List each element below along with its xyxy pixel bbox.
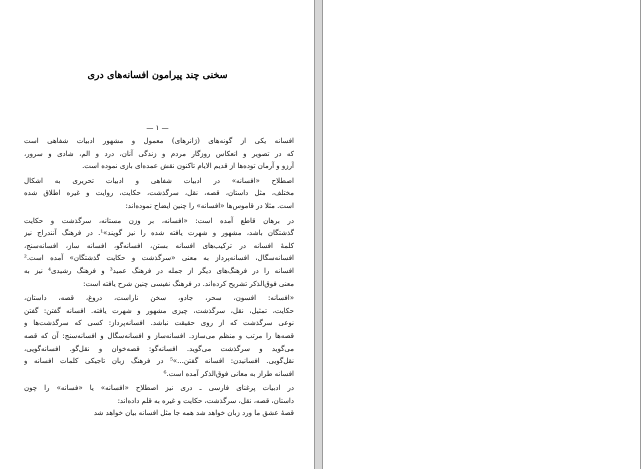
text-line: در برهان قاطع آمده است: «افسانه، بر وزن مستانه، سرگذشت و حکایت — [24, 216, 294, 225]
text-line: افسانه‌سگال، افسانه‌پرداز به معنی «سرگذشت و حکایت گذشتگان» آمده است.² — [24, 254, 294, 263]
text-line: در ادبیات پرغنای فارسی ـ دری نیز اصطلاح «افسانه» یا «فسانه» را چون — [24, 384, 294, 393]
text-line: قصه‌ها را مرتب و منظم می‌سازد. افسانه‌ساز و افسانه‌سگال و افسانه‌سنج: آن که قصه — [24, 331, 294, 340]
text-line: افسانه طراز به معانی فوق‌الذکر آمده است.⁶ — [163, 369, 294, 378]
text-line: «افسانه: افسون، سحر، جادو، سخن ناراست، دروغ، قصه، داستان، — [24, 294, 294, 303]
text-line: معنی فوق‌الذکر تشریح کرده‌اند. در فرهنگ نفیسی چنین شرح یافته است: — [83, 279, 294, 288]
text-line: حکایت، تمثیل، نقل، سرگذشت، چیزی مشهور و شهرت یافته. افسانه گفتن: گفتن — [24, 306, 294, 315]
section-marker: — ۱ — — [146, 124, 169, 132]
text-line: افسانه یکی از گونه‌های (ژانرهای) معمول و مشهور ادبیات شفاهی است — [24, 137, 294, 145]
body-text — [24, 135, 294, 422]
verse-line: قصهٔ عشق ما ورد زبان خواهد شد همه جا مثل افسانه بیان خواهد شد — [93, 409, 294, 418]
text-line: مختلف، مثل داستان، قصه، نقل، سرگذشت، حکایت، روایت و غیره اطلاق شده — [24, 189, 294, 198]
text-line: گذشتگان باشد، مشهور و شهرت یافته شده را نیز گویند»¹. در فرهنگ آنندراج نیز — [24, 229, 294, 238]
page-left — [0, 0, 315, 469]
text-line: که در تصویر و انعکاس روزگار مردم و زندگی آنان، درد و الم، شادی و سرور، — [24, 149, 294, 158]
text-line: افسانه را در فرهنگ‌های دیگر از جمله در فرهنگ عمید³ و فرهنگ رشیدی⁴ نیز به — [24, 266, 294, 275]
page-right-blank — [322, 0, 641, 469]
page-heading: سخنی چند پیرامون افسانه‌های دری — [87, 70, 228, 81]
text-line: آرزو و آرمان توده‌ها از قدیم الایام تاکنون نقش عمده‌ای بازی نموده است. — [82, 162, 294, 171]
text-line: نقل‌گویی. افسانیدن: افسانه گفتن...»⁵ در فرهنگ زبان تاجیکی کلمات افسانه و — [24, 357, 294, 366]
text-line: می‌گوید و سرگذشت می‌گوید. افسانه‌گو: قصه‌خوان و نقل‌گو. افسانه‌گویی، — [24, 344, 294, 353]
text-line: داستان، قصه، نقل، سرگذشت، حکایت و غیره به قلم داده‌اند: — [117, 396, 294, 405]
paragraph-5 — [24, 382, 294, 420]
text-line: نوعی سرگذشت که از روی حقیقت نباشد. افسانه‌پرداز: کسی که سرگذشت‌ها و — [24, 319, 294, 328]
page-gutter — [315, 0, 322, 469]
paragraph-4 — [24, 292, 294, 380]
paragraph-1 — [24, 135, 294, 173]
text-line: کلمهٔ افسانه در ترکیب‌های افسانه بستن، افسانه‌گو، افسانه ساز، افسانه‌سنج، — [24, 241, 294, 250]
paragraph-2 — [24, 175, 294, 213]
text-line: اصطلاح «افسانه» در ادبیات شفاهی و ادبیات تحریری به اشکال — [24, 176, 294, 185]
paragraph-3 — [24, 215, 294, 291]
text-line: است. مثلا در قاموس‌ها «افسانه» را چنین ایضاح نموده‌اند: — [125, 201, 294, 210]
